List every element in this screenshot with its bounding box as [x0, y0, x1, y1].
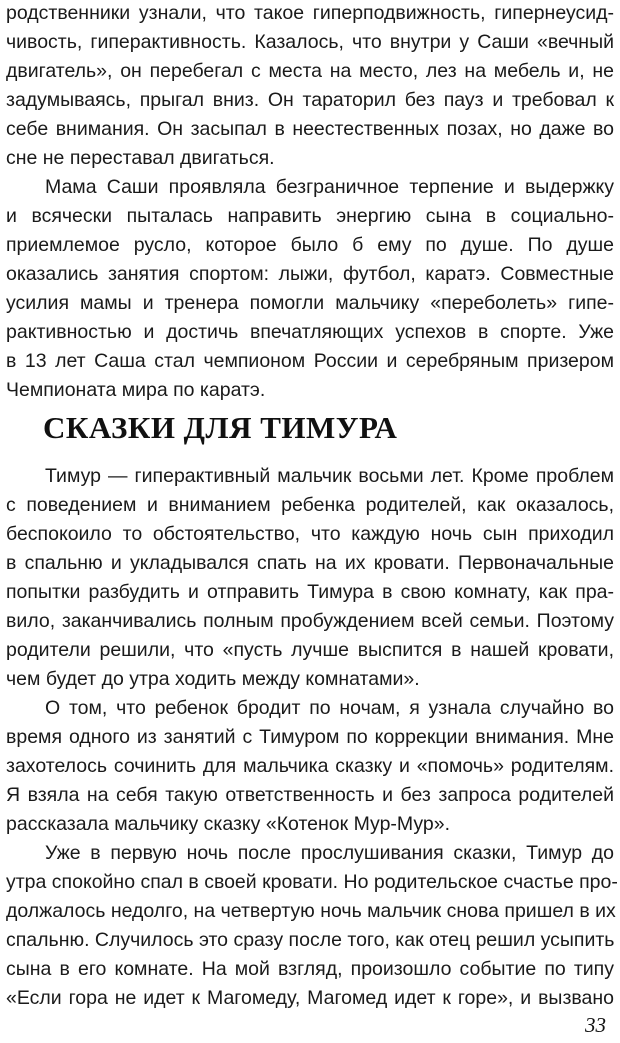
- text-line: Уже в первую ночь после прослушивания сказки, Тимур до: [45, 842, 614, 864]
- text-line: себе внимания. Он засыпал в неестественных позах, но даже во: [6, 118, 614, 140]
- text-line: приемлемое русло, которое было б ему по душе. По душе: [6, 234, 614, 256]
- text-line: Я взяла на себя такую ответственность и без запроса родителей: [6, 784, 614, 806]
- text-line: Мама Саши проявляла безграничное терпение и выдержку: [45, 176, 614, 198]
- text-line: задумываясь, прыгал вниз. Он тараторил без пауз и требовал к: [6, 89, 614, 111]
- text-line: чивость, гиперактивность. Казалось, что внутри у Саши «вечный: [6, 31, 614, 53]
- text-line: утра спокойно спал в своей кровати. Но родительское счастье про-: [6, 871, 618, 893]
- text-line: сне не переставал двигаться.: [6, 147, 275, 169]
- section-heading: СКАЗКИ ДЛЯ ТИМУРА: [43, 410, 398, 445]
- text-line: вило, заканчивались полным пробуждением всей семьи. Поэтому: [6, 610, 614, 632]
- text-line: родственники узнали, что такое гиперподвижность, гипернеусид-: [6, 2, 614, 24]
- text-line: должалось недолго, на четвертую ночь мальчик снова пришел в их: [6, 900, 616, 922]
- text-line: попытки разбудить и отправить Тимура в свою комнату, как пра-: [6, 581, 614, 603]
- text-line: рассказала мальчику сказку «Котенок Мур-Мур».: [6, 813, 451, 835]
- page-number: 33: [585, 1013, 606, 1037]
- text-line: сына в его комнате. На мой взгляд, произошло событие по типу: [6, 958, 614, 980]
- text-line: родители решили, что «пусть лучше выспится в нашей кровати,: [6, 639, 614, 661]
- text-line: двигатель», он перебегал с места на место, лез на мебель и, не: [6, 60, 614, 82]
- text-line: Тимур — гиперактивный мальчик восьми лет. Кроме проблем: [45, 465, 614, 487]
- text-line: с поведением и вниманием ребенка родителей, как оказалось,: [6, 494, 614, 516]
- text-line: и всячески пыталась направить энергию сына в социально-: [6, 205, 614, 227]
- text-line: время одного из занятий с Тимуром по коррекции внимания. Мне: [6, 726, 614, 748]
- text-line: захотелось сочинить для мальчика сказку и «помочь» родителям.: [6, 755, 614, 777]
- text-line: Чемпионата мира по каратэ.: [6, 379, 266, 401]
- text-line: в 13 лет Саша стал чемпионом России и серебряным призером: [6, 350, 614, 372]
- text-line: в спальню и укладывался спать на их кровати. Первоначальные: [6, 552, 614, 574]
- text-line: усилия мамы и тренера помогли мальчику «переболеть» гипе-: [6, 292, 614, 314]
- text-line: оказались занятия спортом: лыжи, футбол, каратэ. Совместные: [6, 263, 614, 285]
- text-line: О том, что ребенок бродит по ночам, я узнала случайно во: [45, 697, 614, 719]
- text-line: беспокоило то обстоятельство, что каждую ночь сын приходил: [6, 523, 614, 545]
- text-line: «Если гора не идет к Магомеду, Магомед идет к горе», и вызвано: [6, 987, 614, 1009]
- text-line: чем будет до утра ходить между комнатами».: [6, 668, 420, 690]
- text-line: спальню. Случилось это сразу после того, как отец решил усыпить: [6, 929, 615, 951]
- text-line: рактивностью и достичь впечатляющих успехов в спорте. Уже: [6, 321, 614, 343]
